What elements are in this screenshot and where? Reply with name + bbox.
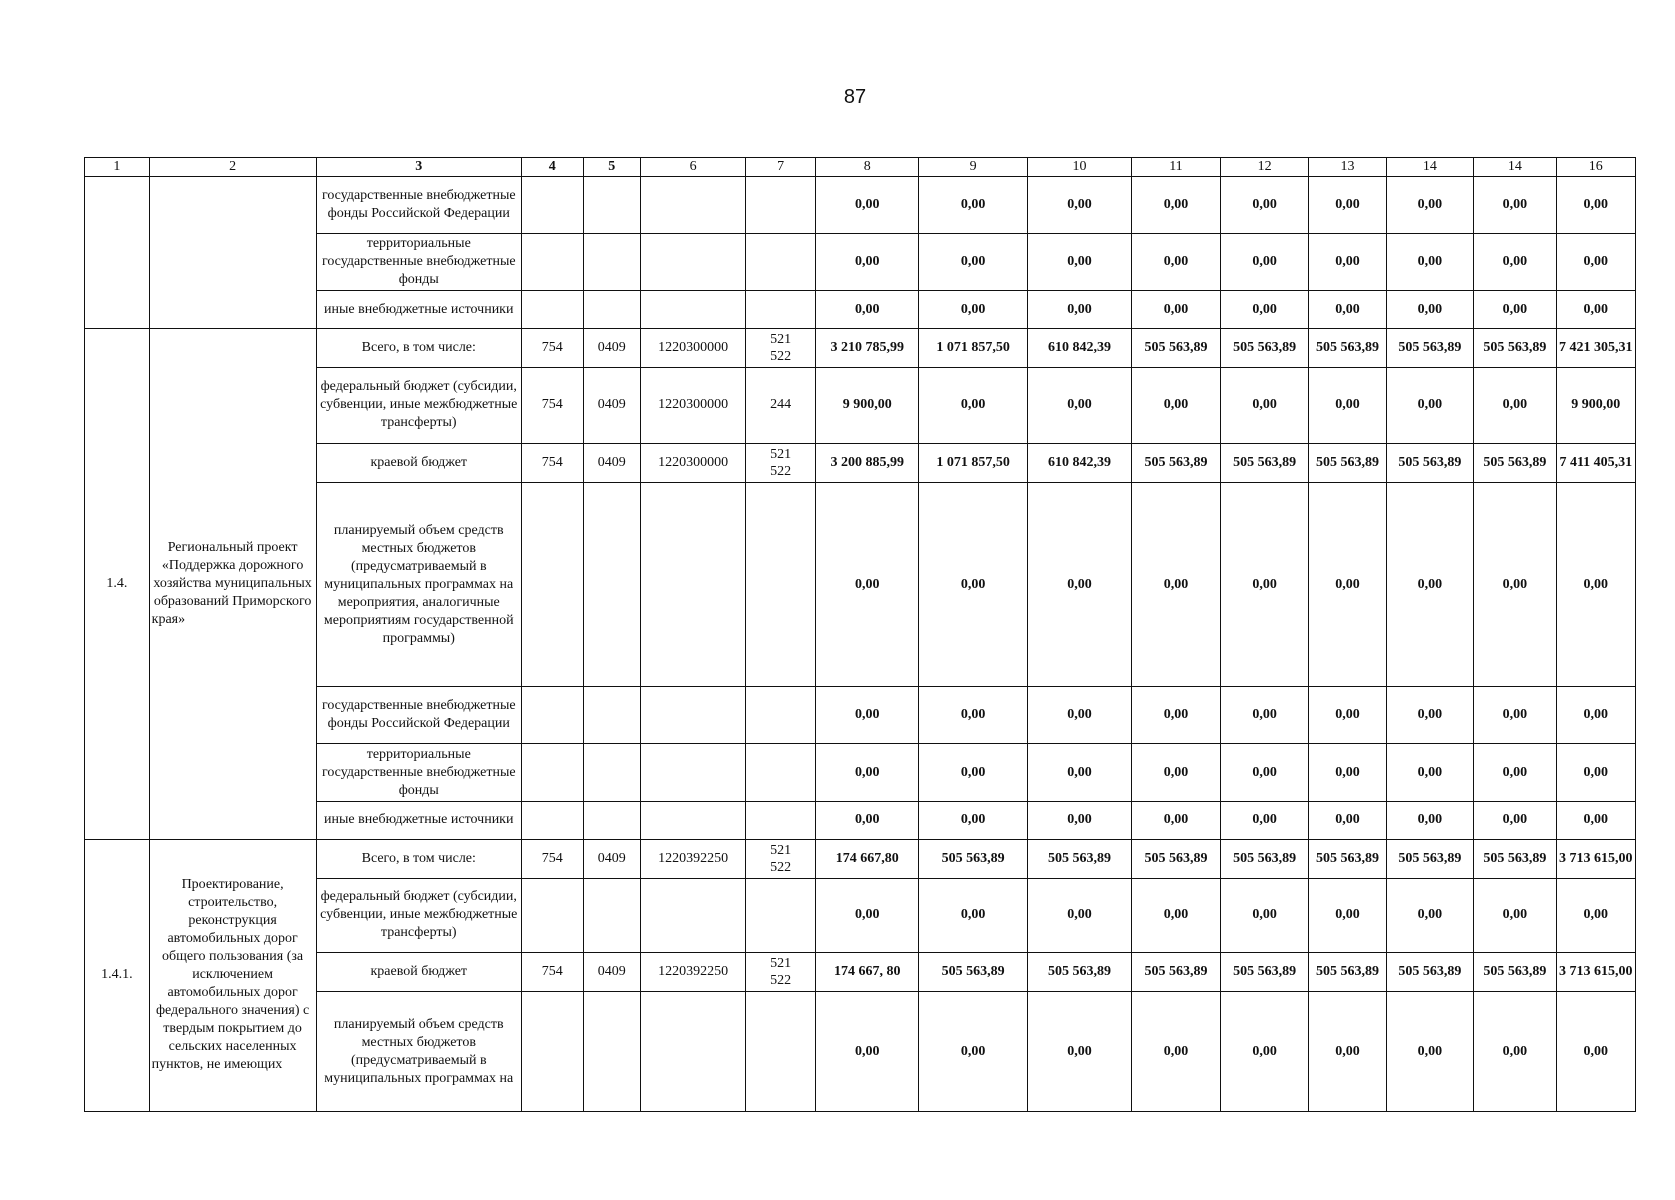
table-row [85, 992, 1636, 1112]
amount-cell: 3 200 885,99 [816, 443, 919, 482]
code-cell [640, 801, 745, 839]
code-value: 521 [770, 842, 792, 858]
section-desc-cell [149, 176, 316, 328]
amount-cell: 0,00 [1220, 744, 1309, 802]
amount-cell: 1 071 857,50 [919, 329, 1027, 368]
amount-cell: 0,00 [1386, 176, 1474, 233]
amount-cell: 0,00 [1556, 744, 1635, 802]
amount-cell: 174 667, 80 [816, 953, 919, 992]
amount-cell: 0,00 [1386, 744, 1474, 802]
code-cell [583, 744, 640, 802]
code-cell [522, 878, 584, 953]
code-cell: 754 [522, 443, 584, 482]
amount-cell: 0,00 [1556, 176, 1635, 233]
source-cell: планируемый объем средств местных бюджетов (предусматриваемый в муниципальных программах на [316, 992, 521, 1112]
amount-cell: 0,00 [1132, 744, 1221, 802]
source-cell: Всего, в том числе: [316, 839, 521, 878]
code-cell [522, 176, 584, 233]
code-cell [583, 801, 640, 839]
amount-cell: 0,00 [1474, 482, 1556, 687]
table-row [85, 482, 1636, 687]
amount-cell: 0,00 [1386, 482, 1474, 687]
amount-cell: 0,00 [1309, 176, 1386, 233]
amount-cell: 0,00 [1386, 233, 1474, 291]
amount-cell: 0,00 [816, 233, 919, 291]
amount-cell: 0,00 [919, 992, 1027, 1112]
col-header: 14 [1474, 158, 1556, 177]
section-description: Проектирование, строительство, реконструкция автомобильных дорог общего пользования (за исключением автомобильных дорог федерального значения) с твердым покрытием до сельских населенных пунктов, не имеющих [149, 839, 316, 1111]
amount-cell: 505 563,89 [1220, 953, 1309, 992]
amount-cell: 0,00 [1132, 801, 1221, 839]
amount-cell: 505 563,89 [1027, 953, 1131, 992]
amount-cell: 0,00 [1556, 291, 1635, 329]
col-header: 8 [816, 158, 919, 177]
amount-cell: 505 563,89 [1386, 329, 1474, 368]
source-cell: территориальные государственные внебюджетные фонды [316, 233, 521, 291]
amount-cell: 505 563,89 [1309, 329, 1386, 368]
table-body [85, 158, 1636, 1112]
code-value: 522 [770, 859, 792, 875]
amount-cell: 505 563,89 [919, 839, 1027, 878]
code-cell [746, 801, 816, 839]
col-header: 6 [640, 158, 745, 177]
table-row [85, 176, 1636, 233]
amount-cell: 9 900,00 [1556, 368, 1635, 444]
source-cell: государственные внебюджетные фонды Российской Федерации [316, 687, 521, 744]
code-cell: 0409 [583, 443, 640, 482]
col-header: 16 [1556, 158, 1635, 177]
amount-cell: 505 563,89 [1132, 839, 1221, 878]
amount-cell: 0,00 [1027, 992, 1131, 1112]
code-cell: 0409 [583, 953, 640, 992]
amount-cell: 0,00 [1386, 992, 1474, 1112]
code-cell [746, 482, 816, 687]
amount-cell: 0,00 [1309, 744, 1386, 802]
amount-cell: 7 411 405,31 [1556, 443, 1635, 482]
col-header: 2 [149, 158, 316, 177]
amount-cell: 7 421 305,31 [1556, 329, 1635, 368]
amount-cell: 0,00 [1132, 482, 1221, 687]
col-header: 5 [583, 158, 640, 177]
amount-cell: 0,00 [1309, 368, 1386, 444]
table-row [85, 744, 1636, 802]
amount-cell: 0,00 [1220, 878, 1309, 953]
amount-cell: 505 563,89 [1474, 839, 1556, 878]
amount-cell: 0,00 [919, 233, 1027, 291]
amount-cell: 0,00 [919, 368, 1027, 444]
code-cell [583, 291, 640, 329]
code-cell [522, 291, 584, 329]
amount-cell: 0,00 [1474, 687, 1556, 744]
amount-cell: 0,00 [1556, 687, 1635, 744]
amount-cell: 0,00 [816, 687, 919, 744]
code-cell [583, 176, 640, 233]
col-header: 12 [1220, 158, 1309, 177]
amount-cell: 0,00 [1474, 233, 1556, 291]
amount-cell: 505 563,89 [1027, 839, 1131, 878]
code-cell: 1220300000 [640, 368, 745, 444]
code-cell: 1220300000 [640, 329, 745, 368]
amount-cell: 0,00 [1132, 992, 1221, 1112]
code-cell [640, 291, 745, 329]
table-row [85, 329, 1636, 368]
amount-cell: 0,00 [919, 482, 1027, 687]
amount-cell: 0,00 [1220, 482, 1309, 687]
amount-cell: 505 563,89 [1474, 443, 1556, 482]
col-header: 9 [919, 158, 1027, 177]
amount-cell: 0,00 [1132, 687, 1221, 744]
code-cell: 754 [522, 839, 584, 878]
source-cell: краевой бюджет [316, 953, 521, 992]
code-cell: 754 [522, 329, 584, 368]
amount-cell: 0,00 [1386, 878, 1474, 953]
amount-cell: 505 563,89 [1474, 329, 1556, 368]
table-row [85, 443, 1636, 482]
code-cell [746, 687, 816, 744]
amount-cell: 0,00 [816, 291, 919, 329]
amount-cell: 0,00 [1309, 233, 1386, 291]
amount-cell: 0,00 [1027, 801, 1131, 839]
amount-cell: 0,00 [1309, 878, 1386, 953]
table-row [85, 953, 1636, 992]
amount-cell: 0,00 [816, 482, 919, 687]
amount-cell: 0,00 [816, 176, 919, 233]
code-cell: 244 [746, 368, 816, 444]
amount-cell: 0,00 [1474, 992, 1556, 1112]
code-value: 521 [770, 332, 792, 348]
amount-cell: 0,00 [1220, 992, 1309, 1112]
amount-cell: 0,00 [919, 744, 1027, 802]
amount-cell: 0,00 [1386, 368, 1474, 444]
amount-cell: 0,00 [1309, 801, 1386, 839]
amount-cell: 505 563,89 [1309, 953, 1386, 992]
code-cell [746, 878, 816, 953]
code-cell [640, 687, 745, 744]
source-cell: иные внебюджетные источники [316, 291, 521, 329]
amount-cell: 0,00 [1132, 291, 1221, 329]
code-cell [522, 801, 584, 839]
code-value: 521 [770, 446, 792, 462]
amount-cell: 0,00 [919, 291, 1027, 329]
code-cell [746, 443, 816, 482]
col-header: 10 [1027, 158, 1131, 177]
amount-cell: 610 842,39 [1027, 443, 1131, 482]
amount-cell: 0,00 [919, 801, 1027, 839]
amount-cell: 0,00 [1309, 291, 1386, 329]
code-cell [583, 233, 640, 291]
amount-cell: 0,00 [1556, 233, 1635, 291]
amount-cell: 0,00 [1386, 687, 1474, 744]
code-cell [640, 176, 745, 233]
code-cell: 0409 [583, 839, 640, 878]
code-cell [746, 291, 816, 329]
amount-cell: 0,00 [1132, 368, 1221, 444]
code-cell [522, 992, 584, 1112]
amount-cell: 0,00 [816, 744, 919, 802]
code-cell [746, 329, 816, 368]
amount-cell: 0,00 [1474, 368, 1556, 444]
source-cell: территориальные государственные внебюджетные фонды [316, 744, 521, 802]
amount-cell: 0,00 [919, 176, 1027, 233]
code-value: 522 [770, 463, 792, 479]
code-value: 522 [770, 349, 792, 365]
code-cell [522, 744, 584, 802]
col-header: 1 [85, 158, 150, 177]
amount-cell: 505 563,89 [1386, 953, 1474, 992]
code-cell: 0409 [583, 329, 640, 368]
code-cell [746, 176, 816, 233]
amount-cell: 505 563,89 [1132, 953, 1221, 992]
code-cell [583, 992, 640, 1112]
code-cell: 754 [522, 368, 584, 444]
code-cell [640, 992, 745, 1112]
amount-cell: 0,00 [1474, 176, 1556, 233]
table-row [85, 233, 1636, 291]
source-cell: краевой бюджет [316, 443, 521, 482]
amount-cell: 0,00 [1220, 368, 1309, 444]
amount-cell: 505 563,89 [1386, 443, 1474, 482]
section-number: 1.4.1. [85, 839, 150, 1111]
code-cell [746, 953, 816, 992]
code-cell: 1220392250 [640, 953, 745, 992]
amount-cell: 505 563,89 [1132, 443, 1221, 482]
code-cell [522, 482, 584, 687]
col-header: 11 [1132, 158, 1221, 177]
code-cell [583, 878, 640, 953]
amount-cell: 0,00 [1027, 176, 1131, 233]
col-header: 3 [316, 158, 521, 177]
amount-cell: 0,00 [1132, 878, 1221, 953]
section-description: Региональный проект «Поддержка дорожного хозяйства муниципальных образований Приморского края» [149, 329, 316, 840]
code-value: 521 [770, 956, 792, 972]
amount-cell: 0,00 [816, 992, 919, 1112]
amount-cell: 0,00 [1556, 878, 1635, 953]
code-cell [522, 687, 584, 744]
amount-cell: 0,00 [1386, 291, 1474, 329]
amount-cell: 0,00 [1220, 233, 1309, 291]
amount-cell: 0,00 [1027, 744, 1131, 802]
amount-cell: 505 563,89 [1474, 953, 1556, 992]
col-header: 14 [1386, 158, 1474, 177]
amount-cell: 0,00 [919, 878, 1027, 953]
code-cell [640, 233, 745, 291]
source-cell: федеральный бюджет (субсидии, субвенции, иные межбюджетные трансферты) [316, 368, 521, 444]
amount-cell: 0,00 [1027, 482, 1131, 687]
amount-cell: 0,00 [1220, 687, 1309, 744]
source-cell: федеральный бюджет (субсидии, субвенции, иные межбюджетные трансферты) [316, 878, 521, 953]
amount-cell: 3 713 615,00 [1556, 953, 1635, 992]
code-cell [640, 482, 745, 687]
code-cell [746, 233, 816, 291]
amount-cell: 0,00 [1386, 801, 1474, 839]
source-cell: планируемый объем средств местных бюджетов (предусматриваемый в муниципальных программах на мероприятия, аналогичные мероприятиям государственной программы) [316, 482, 521, 687]
amount-cell: 0,00 [919, 687, 1027, 744]
code-value: 522 [770, 973, 792, 989]
table-row [85, 801, 1636, 839]
page-number: 87 [843, 86, 867, 108]
amount-cell: 505 563,89 [1309, 443, 1386, 482]
code-cell [583, 687, 640, 744]
budget-table [84, 157, 1636, 1112]
amount-cell: 0,00 [1474, 291, 1556, 329]
table-row [85, 291, 1636, 329]
section-number-cell [85, 176, 150, 328]
col-header: 4 [522, 158, 584, 177]
amount-cell: 3 713 615,00 [1556, 839, 1635, 878]
source-cell: государственные внебюджетные фонды Российской Федерации [316, 176, 521, 233]
amount-cell: 505 563,89 [1309, 839, 1386, 878]
header-row [85, 158, 1636, 177]
amount-cell: 3 210 785,99 [816, 329, 919, 368]
amount-cell: 610 842,39 [1027, 329, 1131, 368]
amount-cell: 174 667,80 [816, 839, 919, 878]
col-header: 13 [1309, 158, 1386, 177]
amount-cell: 0,00 [1132, 233, 1221, 291]
amount-cell: 0,00 [1474, 801, 1556, 839]
amount-cell: 0,00 [1309, 687, 1386, 744]
amount-cell: 505 563,89 [1386, 839, 1474, 878]
code-cell: 0409 [583, 368, 640, 444]
amount-cell: 505 563,89 [1132, 329, 1221, 368]
amount-cell: 9 900,00 [816, 368, 919, 444]
col-header: 7 [746, 158, 816, 177]
amount-cell: 0,00 [1027, 233, 1131, 291]
amount-cell: 0,00 [1027, 878, 1131, 953]
amount-cell: 0,00 [1309, 992, 1386, 1112]
amount-cell: 0,00 [1027, 368, 1131, 444]
amount-cell: 505 563,89 [1220, 329, 1309, 368]
source-cell: иные внебюджетные источники [316, 801, 521, 839]
table-row [85, 687, 1636, 744]
amount-cell: 0,00 [1556, 801, 1635, 839]
amount-cell: 0,00 [816, 801, 919, 839]
amount-cell: 505 563,89 [1220, 839, 1309, 878]
table-row [85, 878, 1636, 953]
code-cell [746, 839, 816, 878]
amount-cell: 0,00 [1474, 744, 1556, 802]
amount-cell: 0,00 [1027, 291, 1131, 329]
code-cell [583, 482, 640, 687]
source-cell: Всего, в том числе: [316, 329, 521, 368]
code-cell: 1220392250 [640, 839, 745, 878]
amount-cell: 0,00 [1132, 176, 1221, 233]
table-row [85, 839, 1636, 878]
code-cell [746, 992, 816, 1112]
amount-cell: 0,00 [1027, 687, 1131, 744]
code-cell: 1220300000 [640, 443, 745, 482]
amount-cell: 0,00 [816, 878, 919, 953]
code-cell [640, 878, 745, 953]
amount-cell: 0,00 [1309, 482, 1386, 687]
amount-cell: 505 563,89 [1220, 443, 1309, 482]
table-row [85, 368, 1636, 444]
code-cell: 754 [522, 953, 584, 992]
amount-cell: 0,00 [1220, 176, 1309, 233]
code-cell [640, 744, 745, 802]
code-cell [746, 744, 816, 802]
section-number: 1.4. [85, 329, 150, 840]
amount-cell: 0,00 [1556, 482, 1635, 687]
amount-cell: 0,00 [1220, 801, 1309, 839]
code-cell [522, 233, 584, 291]
amount-cell: 0,00 [1474, 878, 1556, 953]
amount-cell: 0,00 [1220, 291, 1309, 329]
amount-cell: 1 071 857,50 [919, 443, 1027, 482]
amount-cell: 505 563,89 [919, 953, 1027, 992]
amount-cell: 0,00 [1556, 992, 1635, 1112]
